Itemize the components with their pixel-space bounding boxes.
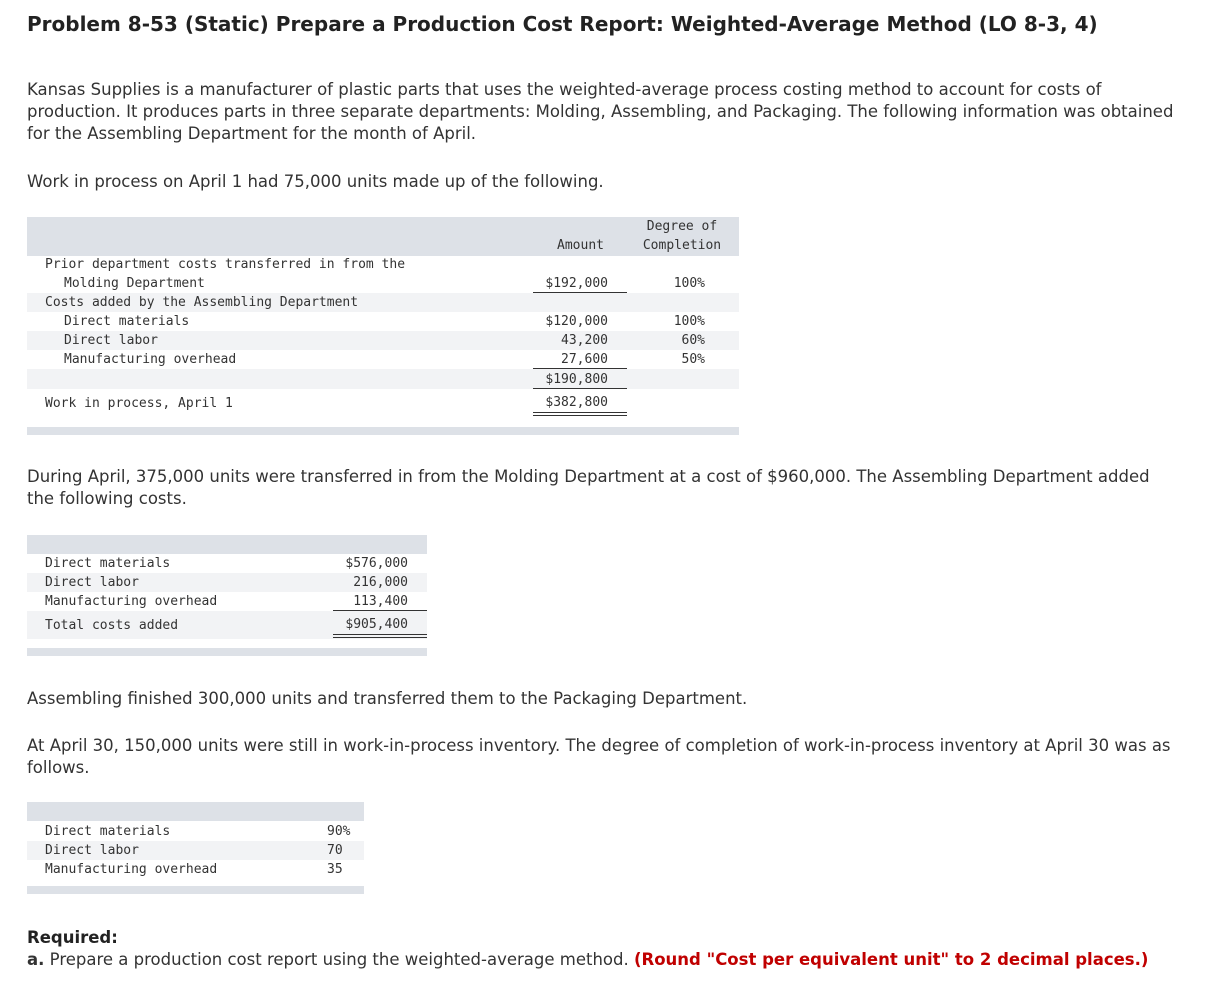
required-instruction <box>27 950 1148 969</box>
required-letter: a. <box>27 950 45 969</box>
prior-amount: $192,000 <box>545 276 608 291</box>
t3-moh-value: 35 <box>327 862 343 877</box>
t3-dl-value: 70 <box>327 843 343 858</box>
row-costs-added-label: Costs added by the Assembling Department <box>45 295 359 310</box>
t3-moh-label: Manufacturing overhead <box>45 862 218 877</box>
page-title: Problem 8-53 (Static) Prepare a Production Cost Report: Weighted-Average Method (LO 8-3, 4) <box>27 12 1098 36</box>
col-degree-header-line1: Degree of <box>646 219 718 234</box>
wip-april1-label: Work in process, April 1 <box>45 396 233 411</box>
costs-table-header-band <box>27 535 427 554</box>
subtotal-underline <box>533 388 627 389</box>
dl-degree: 60% <box>681 333 705 348</box>
required-text: Prepare a production cost report using the weighted-average method. <box>49 950 629 969</box>
row-prior-label-2: Molding Department <box>64 276 205 291</box>
total-double-underline-2 <box>533 415 627 416</box>
prior-degree: 100% <box>673 276 705 291</box>
dm-degree: 100% <box>673 314 705 329</box>
dm-amount: $120,000 <box>545 314 608 329</box>
dl-amount: 43,200 <box>561 333 608 348</box>
col-amount-header: Amount <box>557 238 604 253</box>
ending-wip-paragraph: At April 30, 150,000 units were still in work-in-process inventory. The degree of completion of work-in-process inventory at April 30 was as follows. <box>27 736 1171 777</box>
total-double-underline-1 <box>533 412 627 413</box>
t2-total-double-underline-1 <box>333 634 427 635</box>
t2-dm-value: $576,000 <box>345 556 408 571</box>
col-degree-header-line2: Completion <box>642 238 722 253</box>
moh-label: Manufacturing overhead <box>64 352 237 367</box>
t2-total-value: $905,400 <box>345 617 408 632</box>
t2-moh-value: 113,400 <box>353 594 408 609</box>
t2-dl-value: 216,000 <box>353 575 408 590</box>
dl-label: Direct labor <box>64 333 158 348</box>
row-band <box>27 369 739 389</box>
t3-dl-label: Direct labor <box>45 843 139 858</box>
t2-dl-label: Direct labor <box>45 575 139 590</box>
moh-degree: 50% <box>681 352 705 367</box>
dm-label: Direct materials <box>64 314 190 329</box>
t2-total-label: Total costs added <box>45 618 179 633</box>
wip-april1-total: $382,800 <box>545 395 608 410</box>
ending-table-footer-band <box>27 886 364 894</box>
ending-table-header-band <box>27 802 364 821</box>
t3-dm-value: 90% <box>327 824 351 839</box>
moh-amount: 27,600 <box>561 352 608 367</box>
t2-moh-label: Manufacturing overhead <box>45 594 218 609</box>
wip-intro: Work in process on April 1 had 75,000 units made up of the following. <box>27 172 604 191</box>
finished-paragraph: Assembling finished 300,000 units and transferred them to the Packaging Department. <box>27 689 748 708</box>
required-heading: Required: <box>27 928 118 947</box>
intro-paragraph: Kansas Supplies is a manufacturer of plastic parts that uses the weighted-average process costing method to account for costs of production. It produces parts in three separate departments: Molding, Assembling, and Packaging. The following information was obtained for the Assembling Department for the month of April. <box>27 80 1174 143</box>
t3-dm-label: Direct materials <box>45 824 171 839</box>
row-prior-label-1: Prior department costs transferred in from the <box>45 257 406 272</box>
required-rounding-note: (Round "Cost per equivalent unit" to 2 decimal places.) <box>633 950 1149 969</box>
t2-total-double-underline-2 <box>333 637 427 638</box>
during-april-paragraph: During April, 375,000 units were transferred in from the Molding Department at a cost of $960,000. The Assembling Department added the following costs. <box>27 467 1150 508</box>
subtotal-amount: $190,800 <box>545 372 608 387</box>
wip-table-footer-band <box>27 427 739 435</box>
costs-table-footer-band <box>27 648 427 656</box>
t2-dm-label: Direct materials <box>45 556 171 571</box>
